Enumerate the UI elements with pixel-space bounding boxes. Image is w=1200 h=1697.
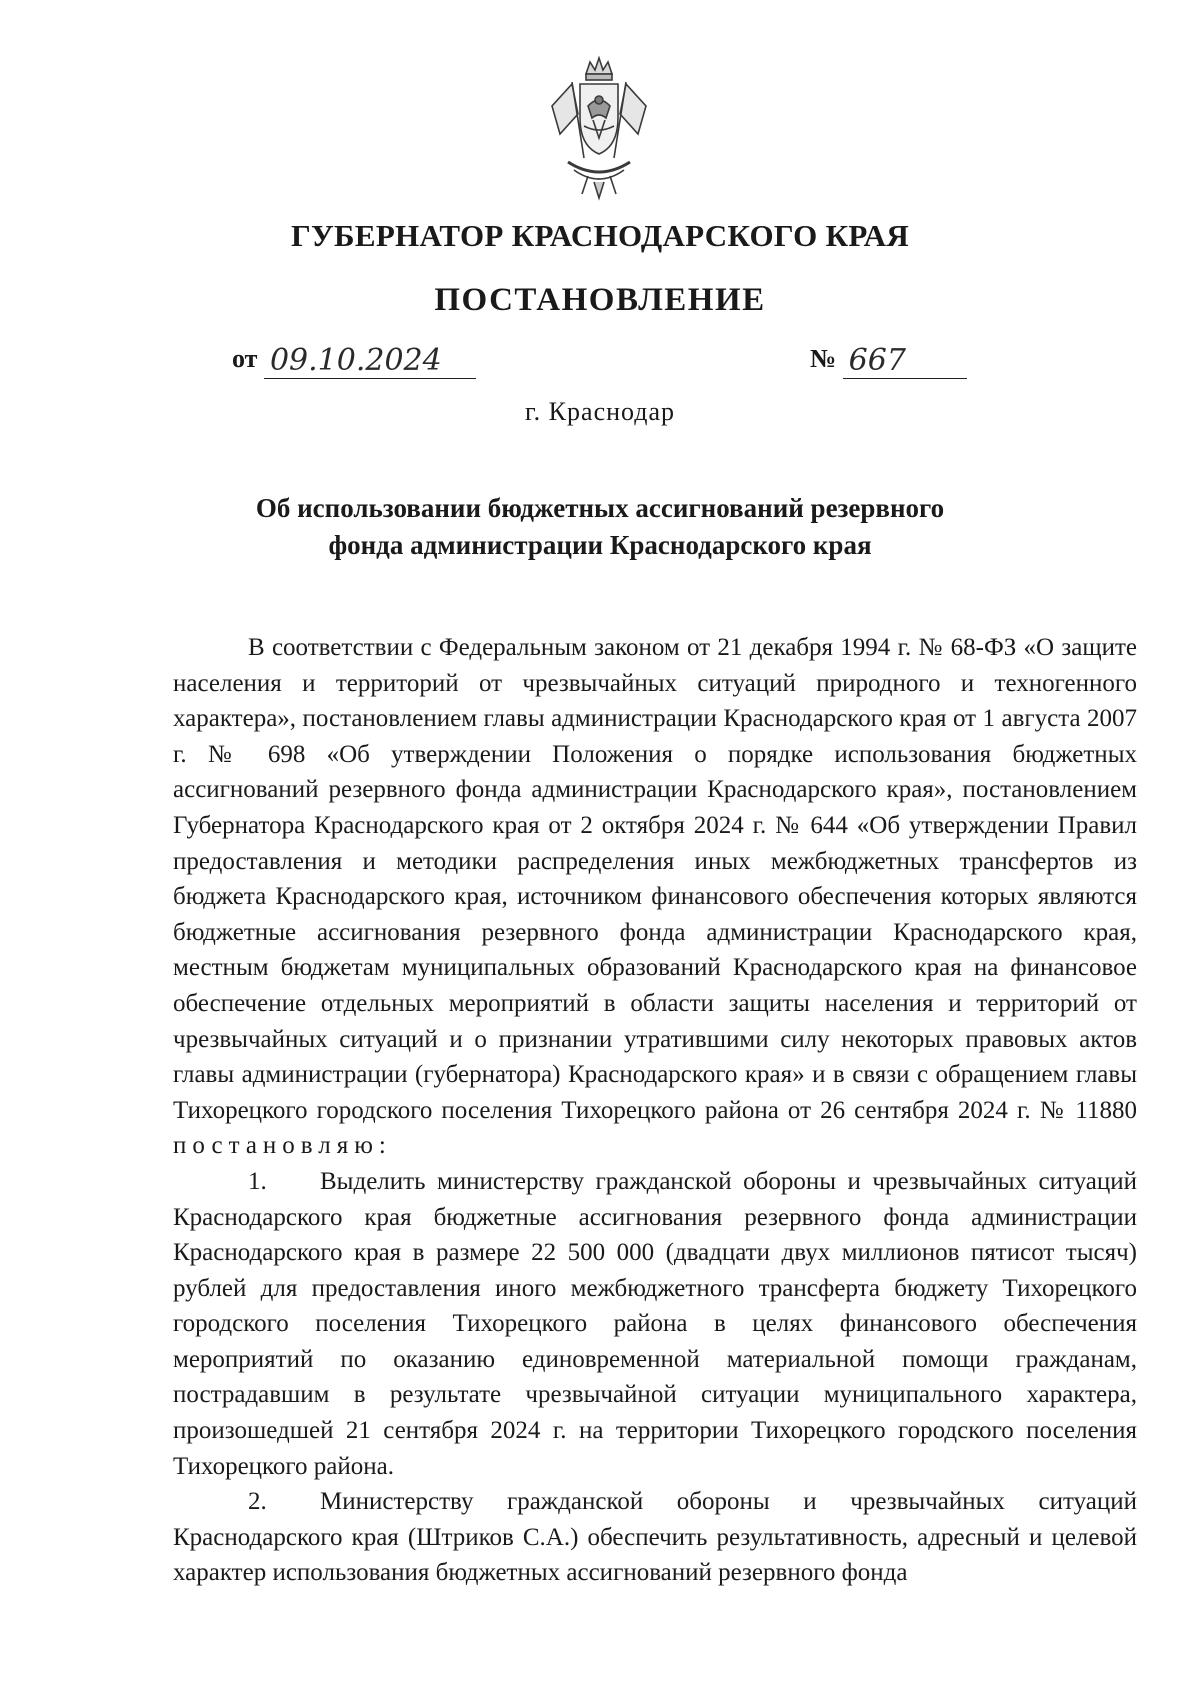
list-item [173, 1164, 1137, 1484]
preamble-paragraph [173, 630, 1137, 1164]
item-text: Выделить министерству гражданской обороны и чрезвычайных ситуаций Краснодарского края бюджетные ассигнования резервного фонда администрации Краснодарского края в размере 22 500 000 (двадцати двух миллионов пятисот тысяч) рублей для предоставления иного межбюджетного трансферта бюджету Тихорецкого городского поселения Тихорецкого района в целях финансового обеспечения мероприятий по оказанию единовременной материальной помощи гражданам, пострадавшим в результате чрезвычайной ситуации муниципального характера, произошедшей 21 сентября 2024 г. на территории Тихорецкого городского поселения Тихорецкого района. [173, 1167, 1137, 1480]
document-type: ПОСТАНОВЛЕНИЕ [434, 282, 766, 318]
item-number: 1. [248, 1167, 267, 1195]
item-text: Министерству гражданской обороны и чрезвычайных ситуаций Краснодарского края (Штриков С.А.) обеспечить результативность, адресный и целевой характер использования бюджетных ассигнований резервного фонда [173, 1488, 1137, 1587]
date-line [232, 344, 476, 379]
decree-word: постановляю: [173, 1132, 392, 1160]
coat-of-arms-emblem-icon [538, 54, 660, 202]
city: г. Краснодар [524, 397, 676, 426]
title-line-1: Об использовании бюджетных ассигнований резервного [255, 493, 945, 523]
title-line-2: фонда администрации Краснодарского края [328, 530, 872, 560]
document-title [250, 490, 950, 564]
number-prefix: № [810, 344, 837, 373]
list-item [173, 1484, 1137, 1591]
date-prefix: от [232, 344, 258, 373]
item-number: 2. [248, 1488, 267, 1516]
handwritten-number: 667 [843, 344, 967, 379]
issuing-authority: ГУБЕРНАТОР КРАСНОДАРСКОГО КРАЯ [290, 218, 910, 253]
handwritten-date: 09.10.2024 [264, 344, 476, 379]
preamble-text: В соответствии с Федеральным законом от 21 декабря 1994 г. № 68-ФЗ «О защите населения и территорий от чрезвычайных ситуаций природного и техногенного характера», постановлением главы администрации Краснодарского края от 1 августа 2007 г. № 698 «Об утверждении Положения о порядке использования бюджетных ассигнований резервного фонда администрации Краснодарского края», постановлением Губернатора Краснодарского края от 2 октября 2024 г. № 644 «Об утверждении Правил предоставления и методики распределения иных межбюджетных трансфертов из бюджета Краснодарского края, источником финансового обеспечения которых являются бюджетные ассигнования резервного фонда администрации Краснодарского края, местным бюджетам муниципальных образований Краснодарского края на финансовое обеспечение отдельных мероприятий в области защиты населения и территорий от чрезвычайных ситуаций и о признании утратившими силу некоторых правовых актов главы администрации (губернатора) Краснодарского края» и в связи с обращением главы Тихорецкого городского поселения Тихорецкого района от 26 сентября 2024 г. № 11880 [173, 634, 1137, 1124]
document-body [173, 630, 1137, 1591]
number-line [810, 344, 967, 379]
